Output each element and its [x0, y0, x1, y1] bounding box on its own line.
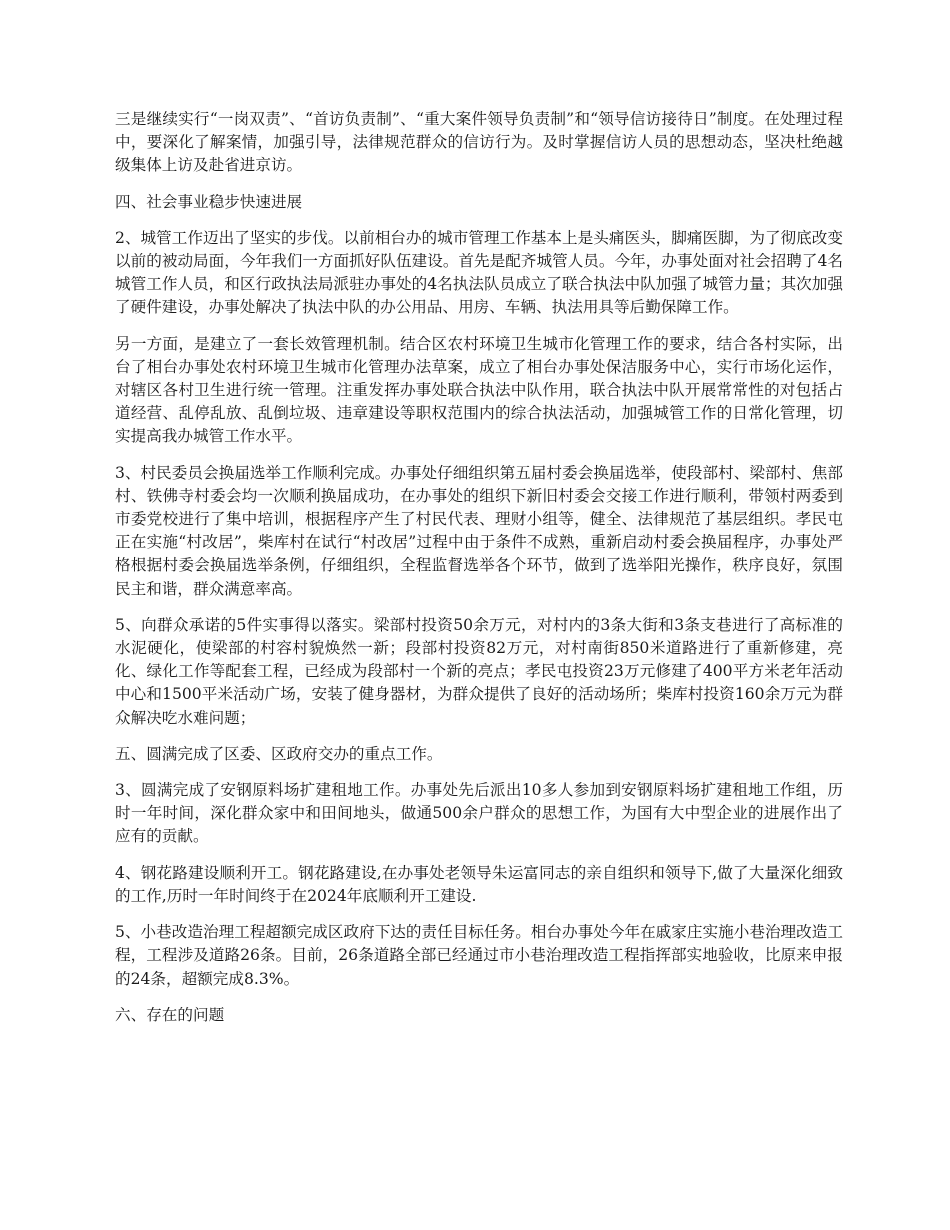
- paragraph-village-election: 3、村民委员会换届选举工作顺利完成。办事处仔细组织第五届村委会换届选举，使段部村、梁部村、焦部村、铁佛寺村委会均一次顺利换届成功，在办事处的组织下新旧村委会交接工作进行顺利，带领村两委到市委党校进行了集中培训，根据程序产生了村民代表、理财小组等，健全、法律规范了基层组织。孝民屯正在实施“村改居”，柴库村在试行“村改居”过程中由于条件不成熟，重新启动村委会换届程序，办事处严格根据村委会换届选举条例，仔细组织，全程监督选举各个环节，做到了选举阳光操作，秩序良好，氛围民主和谐，群众满意率高。: [115, 463, 843, 598]
- section-heading-key-tasks: 五、圆满完成了区委、区政府交办的重点工作。: [115, 744, 443, 763]
- paragraph-petition-system: 三是继续实行“一岗双责”、“首访负责制”、“重大案件领导负责制”和“领导信访接待日”制度。在处理过程中，要深化了解案情，加强引导，法律规范群众的信访行为。及时掌握信访人员的思想动态，坚决杜绝越级集体上访及赴省进京访。: [115, 110, 843, 175]
- section-heading-social-affairs: 四、社会事业稳步快速进展: [115, 192, 303, 211]
- paragraph-steel-plant-land: 3、圆满完成了安钢原料场扩建租地工作。办事处先后派出10多人参加到安钢原料场扩建租地工作组，历时一年时间，深化群众家中和田间地头，做通500余户群众的思想工作，为国有大中型企业的进展作出了应有的贡献。: [115, 781, 843, 846]
- paragraph-ganghua-road: 4、钢花路建设顺利开工。钢花路建设,在办事处老领导朱运富同志的亲自组织和领导下,做了大量深化细致的工作,历时一年时间终于在2024年底顺利开工建设.: [115, 863, 843, 905]
- paragraph-five-practical-matters: 5、向群众承诺的5件实事得以落实。梁部村投资50余万元，对村内的3条大街和3条支巷进行了高标准的水泥硬化，使梁部的村容村貌焕然一新；段部村投资82万元，对村南街850米道路进行了重新修建，亮化、绿化工作等配套工程，已经成为段部村一个新的亮点；孝民屯投资23万元修建了400平方米老年活动中心和1500平米活动广场，安装了健身器材，为群众提供了良好的活动场所；柴库村投资160余万元为群众解决吃水难问题；: [115, 615, 843, 727]
- paragraph-alley-renovation: 5、小巷改造治理工程超额完成区政府下达的责任目标任务。相台办事处今年在戚家庄实施小巷治理改造工程，工程涉及道路26条。目前，26条道路全部已经通过市小巷治理改造工程指挥部实地验收，比原来申报的24条，超额完成8.3%。: [115, 923, 843, 988]
- paragraph-long-term-mechanism: 另一方面，是建立了一套长效管理机制。结合区农村环境卫生城市化管理工作的要求，结合各村实际，出台了相台办事处农村环境卫生城市化管理办法草案，成立了相台办事处保洁服务中心，实行市场化运作，对辖区各村卫生进行统一管理。注重发挥办事处联合执法中队作用，联合执法中队开展常常性的对包括占道经营、乱停乱放、乱倒垃圾、违章建设等职权范围内的综合执法活动，加强城管工作的日常化管理，切实提高我办城管工作水平。: [115, 334, 843, 446]
- section-heading-existing-problems: 六、存在的问题: [115, 1005, 225, 1024]
- document-body: [115, 108, 843, 1040]
- paragraph-urban-management: 2、城管工作迈出了坚实的步伐。以前相台办的城市管理工作基本上是头痛医头，脚痛医脚，为了彻底改变以前的被动局面，今年我们一方面抓好队伍建设。首先是配齐城管人员。今年，办事处面对社会招聘了4名城管工作人员，和区行政执法局派驻办事处的4名执法队员成立了联合执法中队加强了城管力量；其次加强了硬件建设，办事处解决了执法中队的办公用品、用房、车辆、执法用具等后勤保障工作。: [115, 228, 844, 317]
